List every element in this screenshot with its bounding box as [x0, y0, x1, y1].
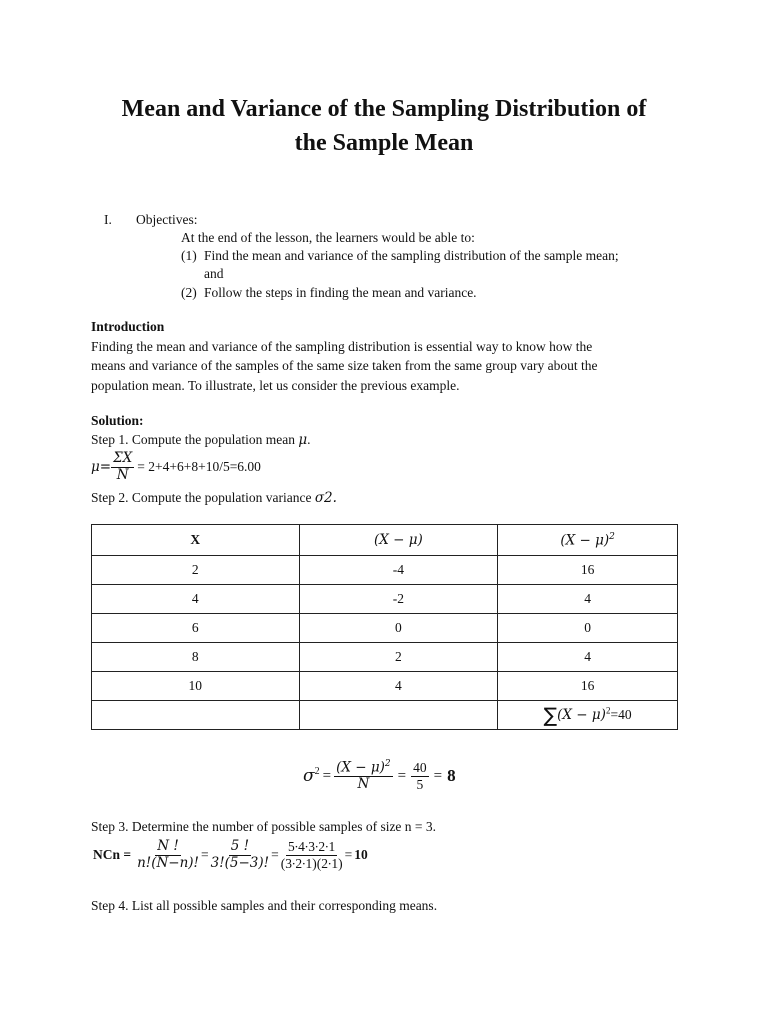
mean-fraction-denominator: N [116, 466, 129, 483]
combination-fraction-3 [279, 839, 345, 871]
combination-fraction-3-denominator: (3∙2∙1)(2∙1) [280, 855, 343, 871]
table-row [92, 672, 678, 701]
equals-sign: = [397, 767, 407, 784]
mean-formula-rhs: = 2+4+6+8+10/5=6.00 [137, 459, 261, 474]
variance-value-numerator: 40 [413, 759, 427, 775]
cell-deviation: 4 [299, 672, 498, 701]
step-2-label: Step 2. Compute the population variance [91, 490, 312, 505]
deviation-table [91, 524, 678, 730]
sum-exponent: 2 [605, 705, 611, 716]
sum-empty-cell [299, 701, 498, 730]
variance-sigma-exponent: 2 [314, 766, 320, 777]
cell-squared-deviation: 0 [498, 614, 678, 643]
document-title-line-2: the Sample Mean [294, 130, 474, 156]
combination-label: NCn = [93, 847, 132, 862]
mean-formula-lhs: μ= [91, 459, 112, 475]
equals-sign: = [433, 767, 443, 784]
equals-sign: = [271, 847, 279, 862]
equals-sign: = [322, 767, 332, 784]
summation-symbol: ∑ [543, 703, 558, 727]
variance-value-fraction [411, 760, 429, 792]
cell-x: 4 [92, 585, 300, 614]
objective-2-text: Follow the steps in finding the mean and variance. [204, 285, 477, 300]
objectives-numeral: I. [104, 212, 112, 227]
step-3-text: Step 3. Determine the number of possible samples of size n = 3. [91, 819, 437, 834]
sum-empty-cell [92, 701, 300, 730]
sum-expression: (X − μ) [557, 707, 606, 723]
introduction-line-3: population mean. To illustrate, let us consider the previous example. [91, 378, 460, 393]
variance-fraction [334, 759, 393, 793]
objective-1-marker: (1) [181, 248, 197, 263]
combination-result: 10 [354, 847, 368, 862]
equals-sign: = [344, 847, 353, 862]
step-4-text: Step 4. List all possible samples and their corresponding means. [91, 898, 438, 913]
equals-sign: = [200, 847, 209, 862]
variance-numerator-exponent: 2 [384, 759, 391, 770]
introduction-heading: Introduction [91, 319, 165, 334]
cell-x: 8 [92, 643, 300, 672]
cell-x: 10 [92, 672, 300, 701]
document-title-line-1: Mean and Variance of the Sampling Distribution of [121, 96, 647, 122]
table-row [92, 585, 678, 614]
solution-heading: Solution: [91, 413, 144, 428]
combination-fraction-1-numerator: N ! [157, 837, 179, 854]
header-squared-deviation-base: (X − μ) [560, 532, 610, 549]
header-squared-deviation-exponent: 2 [609, 531, 615, 542]
cell-squared-deviation: 4 [498, 585, 678, 614]
variance-formula [303, 756, 456, 796]
cell-deviation: -2 [299, 585, 498, 614]
table-row [92, 614, 678, 643]
cell-deviation: 0 [299, 614, 498, 643]
cell-deviation: 2 [299, 643, 498, 672]
combination-fraction-2-numerator: 5 ! [230, 837, 249, 854]
variance-value-denominator: 5 [416, 776, 424, 792]
combination-formula [93, 834, 368, 876]
mean-fraction [111, 451, 134, 483]
variance-fraction-denominator: N [357, 776, 370, 793]
header-squared-deviation [498, 525, 678, 556]
combination-fraction-1 [135, 839, 201, 871]
variance-fraction-numerator [334, 759, 393, 777]
cell-squared-deviation: 4 [498, 643, 678, 672]
step-1-text: Step 1. Compute the population mean μ. [91, 432, 311, 448]
combination-fraction-2-denominator: 3!(5−3)! [210, 854, 270, 871]
table-row [92, 643, 678, 672]
header-deviation: (X − μ) [299, 525, 498, 556]
objectives-heading: Objectives: [136, 212, 198, 227]
sum-value: =40 [610, 707, 632, 722]
introduction-line-1: Finding the mean and variance of the sampling distribution is essential way to know how the [91, 339, 593, 354]
combination-fraction-3-numerator: 5∙4∙3∙2∙1 [288, 838, 336, 854]
variance-numerator-base: (X − μ) [336, 759, 385, 776]
sum-cell [498, 701, 678, 730]
cell-squared-deviation: 16 [498, 556, 678, 585]
mean-formula [91, 447, 261, 487]
cell-x: 2 [92, 556, 300, 585]
introduction-line-2: means and variance of the samples of the same size taken from the same group vary about the [91, 358, 598, 373]
step-1-label: Step 1. Compute the population mean [91, 432, 295, 447]
step-2-text [91, 489, 337, 507]
table-sum-row [92, 701, 678, 730]
header-x: X [92, 525, 300, 556]
table-header-row [92, 525, 678, 556]
cell-x: 6 [92, 614, 300, 643]
combination-fraction-2 [209, 839, 271, 871]
objective-1-continuation: and [204, 266, 224, 281]
table-row [92, 556, 678, 585]
objective-2-marker: (2) [181, 285, 197, 300]
mu-symbol: μ [298, 432, 308, 448]
variance-sigma: σ [303, 766, 315, 786]
cell-squared-deviation: 16 [498, 672, 678, 701]
sigma-squared-symbol: σ2. [314, 490, 337, 506]
variance-result: 8 [447, 766, 456, 785]
objectives-intro: At the end of the lesson, the learners would be able to: [181, 230, 475, 245]
cell-deviation: -4 [299, 556, 498, 585]
objective-1-text: Find the mean and variance of the sampling distribution of the sample mean; [204, 248, 619, 263]
mean-fraction-numerator: ΣX [113, 449, 133, 466]
combination-fraction-1-denominator: n!(N−n)! [137, 854, 199, 871]
